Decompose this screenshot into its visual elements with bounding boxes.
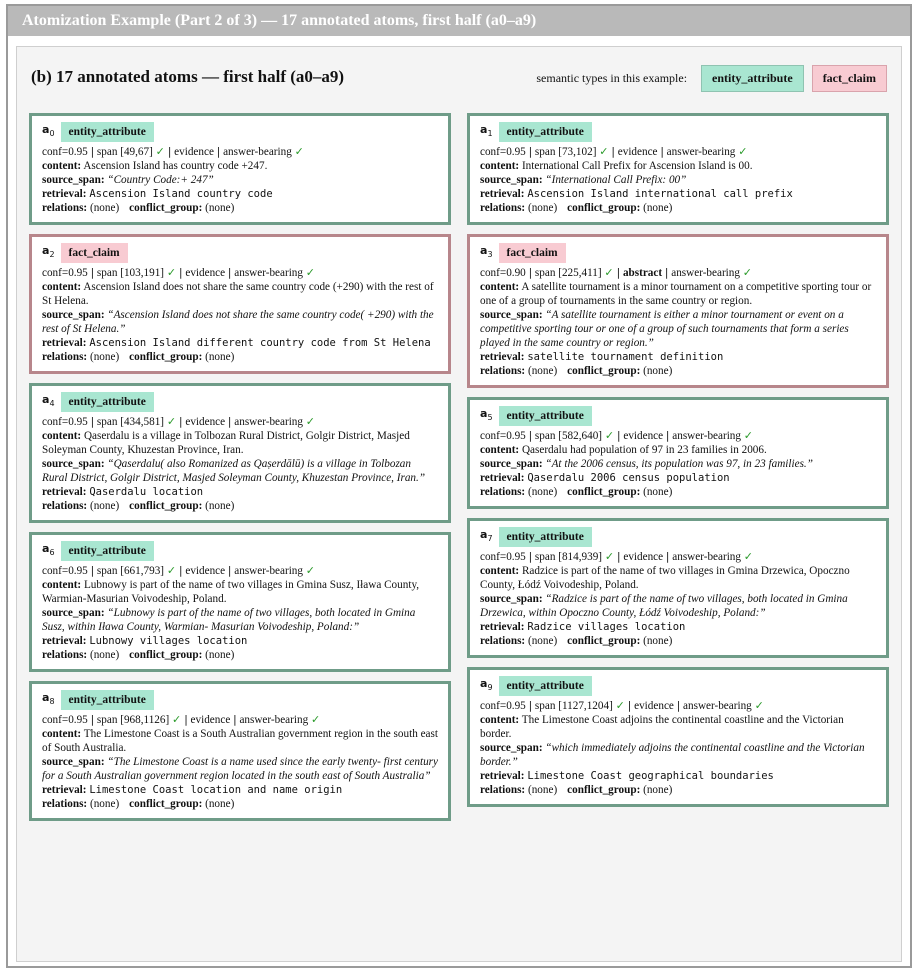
atom-type-badge: fact_claim [61, 243, 128, 263]
atom-content: content: Lubnowy is part of the name of two villages in Gmina Susz, Iława County, Warmian-Masurian Voivodeship, Poland. [42, 579, 420, 605]
atom-meta: conf=0.95 | span [434,581] ✓ | evidence | answer-bearing ✓ [42, 416, 316, 428]
atom-relations: relations: (none) conflict_group: (none) [480, 365, 673, 377]
atom-content: content: Ascension Island does not share the same country code (+290) with the rest of St Helena. [42, 281, 434, 307]
atom-header [42, 122, 438, 142]
atom-card-a9 [467, 667, 889, 807]
atom-relations: relations: (none) conflict_group: (none) [42, 202, 235, 214]
atom-header [42, 541, 438, 561]
atom-relations: relations: (none) conflict_group: (none) [42, 649, 235, 661]
left-column [29, 113, 451, 830]
figure-frame [6, 4, 912, 968]
atom-type-badge: entity_attribute [61, 392, 154, 412]
atom-card-a8 [29, 681, 451, 821]
atom-meta: conf=0.95 | span [1127,1204] ✓ | evidence | answer-bearing ✓ [480, 700, 764, 712]
legend-entity-attribute: entity_attribute [701, 65, 804, 92]
atom-header [480, 527, 876, 547]
atom-content: content: Qaserdalu is a village in Tolbozan Rural District, Golgir District, Masjed Soleyman County, Khuzestan Province, Iran. [42, 430, 410, 456]
atom-retrieval: retrieval: Radzice villages location [480, 621, 686, 633]
atom-header [480, 122, 876, 142]
atom-header [480, 676, 876, 696]
atom-meta: conf=0.95 | span [103,191] ✓ | evidence | answer-bearing ✓ [42, 267, 316, 279]
atom-card-a3 [467, 234, 889, 388]
atom-meta: conf=0.90 | span [225,411] ✓ | abstract | answer-bearing ✓ [480, 267, 753, 279]
atom-relations: relations: (none) conflict_group: (none) [42, 798, 235, 810]
atom-type-badge: entity_attribute [61, 541, 154, 561]
atom-source-span: source_span: “Ascension Island does not share the same country code( +290) with the rest of St Helena.” [42, 309, 434, 335]
atom-header [42, 243, 438, 263]
atom-card-a4 [29, 383, 451, 523]
atom-meta: conf=0.95 | span [582,640] ✓ | evidence | answer-bearing ✓ [480, 430, 754, 442]
atom-type-badge: entity_attribute [499, 527, 592, 547]
atom-meta: conf=0.95 | span [49,67] ✓ | evidence | answer-bearing ✓ [42, 146, 304, 158]
atom-retrieval: retrieval: Qaserdalu 2006 census population [480, 472, 730, 484]
atom-type-badge: entity_attribute [61, 122, 154, 142]
atom-content: content: A satellite tournament is a minor tournament on a competitive sporting tour or one of a group of tournaments in the same country or region. [480, 281, 872, 307]
atom-id: $a_4$ [42, 392, 55, 409]
atom-relations: relations: (none) conflict_group: (none) [480, 486, 673, 498]
atom-source-span: source_span: “A satellite tournament is either a minor tournament or event on a competitive sporting tour or one of a group of such tournaments that form a series played in the same country or region.” [480, 309, 849, 349]
atom-source-span: source_span: “The Limestone Coast is a name used since the early twenty- first century for a South Australian government region located in the south east of South Australia” [42, 756, 438, 782]
atom-meta: conf=0.95 | span [968,1126] ✓ | evidence | answer-bearing ✓ [42, 714, 321, 726]
atom-id: $a_6$ [42, 541, 55, 558]
atom-retrieval: retrieval: Ascension Island country code [42, 188, 273, 200]
atom-meta: conf=0.95 | span [73,102] ✓ | evidence | answer-bearing ✓ [480, 146, 748, 158]
atom-meta: conf=0.95 | span [661,793] ✓ | evidence | answer-bearing ✓ [42, 565, 316, 577]
atom-content: content: Qaserdalu had population of 97 in 23 families in 2006. [480, 444, 767, 456]
atom-retrieval: retrieval: Limestone Coast location and name origin [42, 784, 343, 796]
atom-relations: relations: (none) conflict_group: (none) [42, 351, 235, 363]
atom-id: $a_2$ [42, 243, 55, 260]
atom-retrieval: retrieval: Qaserdalu location [42, 486, 204, 498]
atom-content: content: Radzice is part of the name of two villages in Gmina Drzewica, Opoczno County, Łódź Voivodeship, Poland. [480, 565, 850, 591]
atom-header [480, 243, 876, 263]
atom-id: $a_8$ [42, 690, 55, 707]
atom-relations: relations: (none) conflict_group: (none) [480, 784, 673, 796]
atom-meta: conf=0.95 | span [814,939] ✓ | evidence | answer-bearing ✓ [480, 551, 754, 563]
atom-card-a7 [467, 518, 889, 658]
atom-source-span: source_span: “Country Code:+ 247” [42, 174, 214, 186]
atom-id: $a_0$ [42, 122, 55, 139]
atom-id: $a_7$ [480, 527, 493, 544]
legend-label: semantic types in this example: [536, 71, 688, 85]
atom-card-a2 [29, 234, 451, 374]
atom-card-a6 [29, 532, 451, 672]
atom-type-badge: entity_attribute [499, 676, 592, 696]
atom-retrieval: retrieval: satellite tournament definition [480, 351, 724, 363]
figure-title: Atomization Example (Part 2 of 3) — 17 annotated atoms, first half (a0–a9) [8, 6, 910, 36]
atom-retrieval: retrieval: Limestone Coast geographical boundaries [480, 770, 774, 782]
atom-content: content: Ascension Island has country code +247. [42, 160, 268, 172]
atom-content: content: International Call Prefix for Ascension Island is 00. [480, 160, 753, 172]
right-column [467, 113, 889, 816]
atom-relations: relations: (none) conflict_group: (none) [480, 202, 673, 214]
atom-content: content: The Limestone Coast adjoins the continental coastline and the Victorian border. [480, 714, 844, 740]
atom-id: $a_5$ [480, 406, 493, 423]
atom-id: $a_1$ [480, 122, 493, 139]
type-legend [536, 65, 887, 92]
atom-retrieval: retrieval: Ascension Island different country code from St Helena [42, 337, 431, 349]
atom-retrieval: retrieval: Ascension Island international call prefix [480, 188, 793, 200]
atom-header [42, 392, 438, 412]
atom-type-badge: entity_attribute [499, 406, 592, 426]
atom-source-span: source_span: “Lubnowy is part of the name of two villages, both located in Gmina Susz, within Iława County, Warmian- Masurian Voivodeship, Poland:” [42, 607, 416, 633]
atom-card-a5 [467, 397, 889, 509]
atom-type-badge: entity_attribute [499, 122, 592, 142]
atom-card-a0 [29, 113, 451, 225]
atom-type-badge: fact_claim [499, 243, 566, 263]
atom-relations: relations: (none) conflict_group: (none) [42, 500, 235, 512]
atom-source-span: source_span: “Qaserdalu( also Romanized as Qaṣerdālū) is a village in Tolbozan Rural District, Golgir District, Masjed Soleyman County, Khuzestan Province, Iran.” [42, 458, 426, 484]
atom-type-badge: entity_attribute [61, 690, 154, 710]
atoms-panel [16, 46, 902, 962]
atom-id: $a_3$ [480, 243, 493, 260]
atom-card-a1 [467, 113, 889, 225]
atom-source-span: source_span: “International Call Prefix: 00” [480, 174, 687, 186]
atom-header [480, 406, 876, 426]
section-title: (b) 17 annotated atoms — first half (a0–a9) [31, 67, 345, 86]
atom-id: $a_9$ [480, 676, 493, 693]
legend-fact-claim: fact_claim [812, 65, 887, 92]
atom-header [42, 690, 438, 710]
atom-source-span: source_span: “which immediately adjoins the continental coastline and the Victorian border.” [480, 742, 865, 768]
atom-source-span: source_span: “At the 2006 census, its population was 97, in 23 families.” [480, 458, 813, 470]
atom-source-span: source_span: “Radzice is part of the name of two villages, both located in Gmina Drzewica, within Opoczno County, Łódź Voivodeship, Poland:” [480, 593, 848, 619]
atom-retrieval: retrieval: Lubnowy villages location [42, 635, 248, 647]
atom-content: content: The Limestone Coast is a South Australian government region in the south east of South Australia. [42, 728, 438, 754]
atom-relations: relations: (none) conflict_group: (none) [480, 635, 673, 647]
